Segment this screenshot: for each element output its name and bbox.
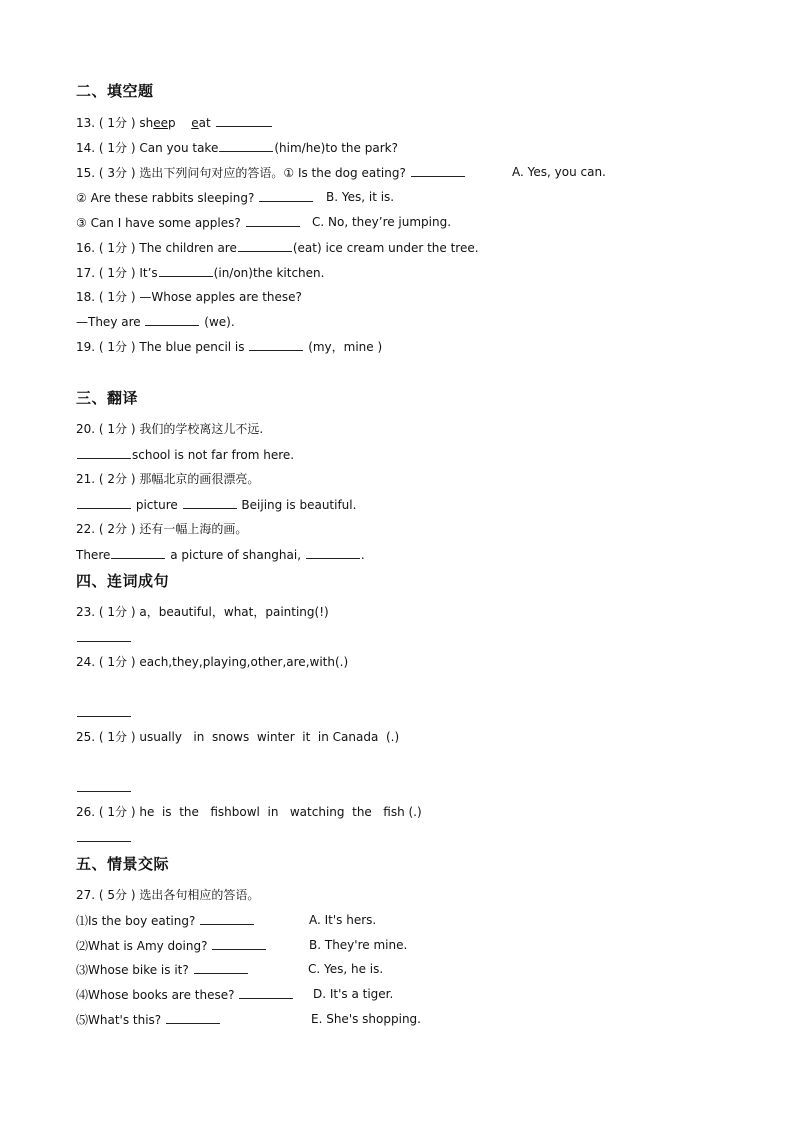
answer-blank[interactable] <box>219 140 273 152</box>
q24-answer-line <box>76 705 132 720</box>
answer-blank[interactable] <box>238 240 292 252</box>
q27-option: C. Yes, he is. <box>308 962 384 976</box>
section-heading-sentence-building: 四、连词成句 <box>76 572 170 590</box>
question-26: 26. ( 1分 ) he is the fishbowl in watching the fish (.) <box>76 805 422 819</box>
q22-answer-line: There a picture of shanghai, . <box>76 548 365 562</box>
q23-answer-line <box>76 630 132 645</box>
q15-line-3: ③ Can I have some apples? <box>76 215 301 230</box>
section-heading-fill-in: 二、填空题 <box>76 82 154 100</box>
answer-blank[interactable] <box>77 447 131 459</box>
answer-blank[interactable] <box>111 547 165 559</box>
answer-blank[interactable] <box>216 115 272 127</box>
answer-blank[interactable] <box>159 265 213 277</box>
question-21: 21. ( 2分 ) 那幅北京的画很漂亮。 <box>76 472 260 486</box>
answer-blank[interactable] <box>183 497 237 509</box>
answer-blank[interactable] <box>77 705 131 717</box>
question-27: 27. ( 5分 ) 选出各句相应的答语。 <box>76 888 260 902</box>
q27-option: B. They're mine. <box>309 938 408 952</box>
q27-item: ⑵What is Amy doing? <box>76 938 267 953</box>
answer-blank[interactable] <box>411 165 465 177</box>
answer-blank[interactable] <box>145 314 199 326</box>
q15-option-b: B. Yes, it is. <box>326 190 395 204</box>
question-19: 19. ( 1分 ) The blue pencil is (my，mine ) <box>76 340 383 354</box>
q27-item: ⑷Whose books are these? <box>76 987 294 1002</box>
answer-blank[interactable] <box>212 938 266 950</box>
answer-blank[interactable] <box>200 913 254 925</box>
answer-blank[interactable] <box>239 987 293 999</box>
question-16: 16. ( 1分 ) The children are (eat) ice cream under the tree. <box>76 241 479 255</box>
section-heading-dialogue: 五、情景交际 <box>76 855 170 873</box>
q27-item: ⑶Whose bike is it? <box>76 962 249 977</box>
question-23: 23. ( 1分 ) a，beautiful，what，painting(!) <box>76 605 329 619</box>
question-24: 24. ( 1分 ) each,they,playing,other,are,with(.) <box>76 655 349 669</box>
q26-answer-line <box>76 830 132 845</box>
question-25: 25. ( 1分 ) usually in snows winter it in Canada (.) <box>76 730 400 744</box>
question-15: 15. ( 3分 ) 选出下列问句对应的答语。① Is the dog eating? <box>76 165 466 180</box>
q21-answer-line: picture Beijing is beautiful. <box>76 497 356 512</box>
question-20: 20. ( 1分 ) 我们的学校离这儿不远. <box>76 422 264 436</box>
question-13: 13. ( 1分 ) sheep eat <box>76 115 273 130</box>
answer-blank[interactable] <box>77 630 131 642</box>
answer-blank[interactable] <box>306 547 360 559</box>
question-22: 22. ( 2分 ) 还有一幅上海的画。 <box>76 522 248 536</box>
answer-blank[interactable] <box>194 962 248 974</box>
answer-blank[interactable] <box>77 780 131 792</box>
q15-option-a: A. Yes, you can. <box>512 165 606 179</box>
answer-blank[interactable] <box>249 339 303 351</box>
q27-item: ⑸What's this? <box>76 1012 221 1027</box>
answer-blank[interactable] <box>77 497 131 509</box>
q20-answer-line: school is not far from here. <box>76 447 294 462</box>
q27-option: A. It's hers. <box>309 913 377 927</box>
q15-option-c: C. No, they’re jumping. <box>312 215 452 229</box>
q18-line-2: —They are (we). <box>76 315 235 329</box>
question-14: 14. ( 1分 ) Can you take (him/he)to the park? <box>76 141 398 155</box>
q27-option: E. She's shopping. <box>311 1012 421 1026</box>
q27-option: D. It's a tiger. <box>313 987 394 1001</box>
section-heading-translation: 三、翻译 <box>76 389 139 407</box>
q25-answer-line <box>76 780 132 795</box>
answer-blank[interactable] <box>166 1012 220 1024</box>
q27-item: ⑴Is the boy eating? <box>76 913 255 928</box>
question-17: 17. ( 1分 ) It’s (in/on)the kitchen. <box>76 266 325 280</box>
answer-blank[interactable] <box>259 190 313 202</box>
answer-blank[interactable] <box>77 830 131 842</box>
answer-blank[interactable] <box>246 215 300 227</box>
q15-line-2: ② Are these rabbits sleeping? <box>76 190 314 205</box>
question-18: 18. ( 1分 ) —Whose apples are these? <box>76 290 302 304</box>
